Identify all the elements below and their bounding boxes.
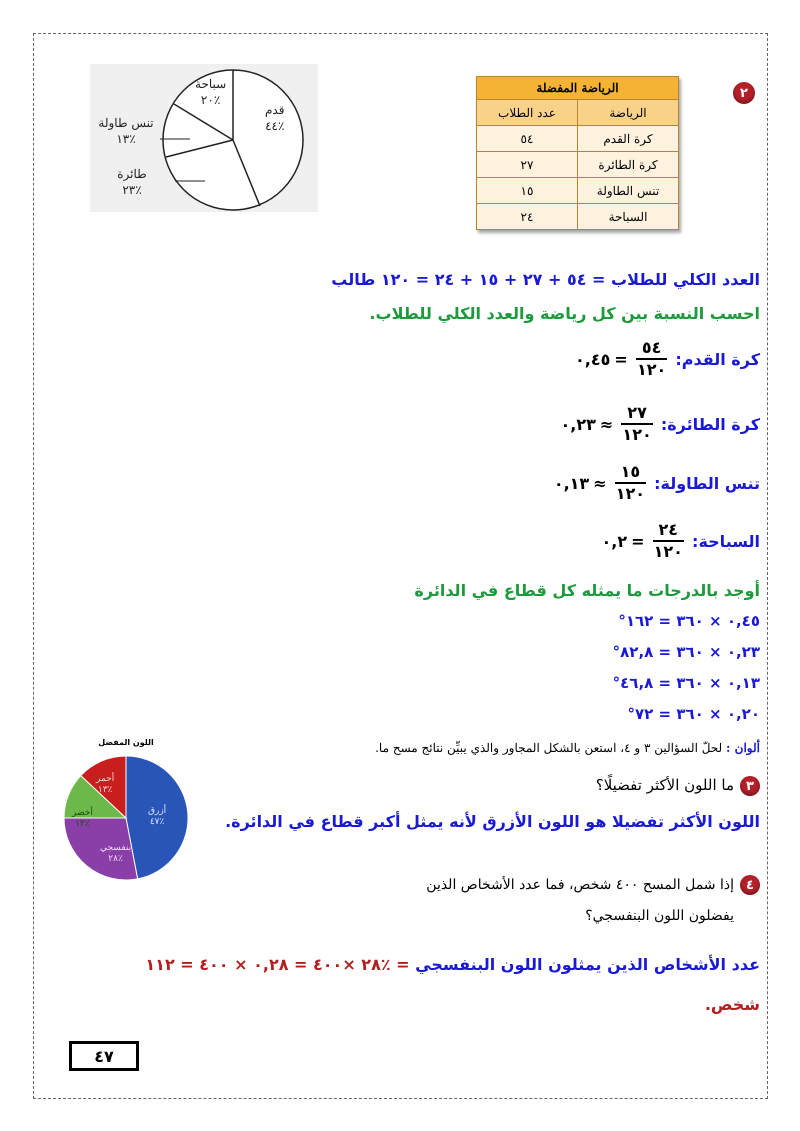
denominator: ١٢٠: [615, 484, 646, 503]
degree-instruction: أوجد بالدرجات ما يمثله كل قطاع في الدائرة: [414, 581, 760, 600]
colors-intro: [375, 741, 760, 755]
slice-pct: ٪٢٠: [200, 93, 221, 107]
fraction: [615, 462, 647, 504]
slice-name: سباحة: [195, 77, 227, 91]
cell-sport: كرة الطائرة: [578, 152, 679, 178]
ratio-row: [561, 403, 760, 445]
q4-text-line2: يفضلون اللون البنفسجي؟: [585, 908, 734, 924]
question-3-badge: ٣: [740, 776, 760, 796]
q4-answer-part2: = ٪٢٨ ×٤٠٠ = ٠,٢٨ × ٤٠٠ = ١١٢: [145, 955, 410, 974]
table-row: [477, 178, 679, 204]
slice-pct: ٪٢٣: [122, 183, 142, 197]
slice-name: بنفسجي: [100, 843, 132, 853]
ratio-label: كرة الطائرة:: [660, 414, 760, 434]
col-header-sport: الرياضة: [578, 100, 679, 126]
table-caption: الرياضة المفضلة: [477, 77, 679, 100]
color-pie-title: اللون المفضل: [98, 738, 154, 747]
favorite-sport-table: [476, 76, 679, 230]
q4-text-line1: إذا شمل المسح ٤٠٠ شخص، فما عدد الأشخاص الذين: [426, 877, 734, 893]
sports-pie-chart: [90, 64, 318, 212]
table-row: [477, 126, 679, 152]
color-pie-chart: [60, 738, 192, 888]
degree-line: ٠,٢٣ × ٣٦٠ = ٨٢,٨°: [612, 643, 760, 661]
slice-name: أزرق: [148, 806, 167, 816]
cell-count: ٥٤: [477, 126, 578, 152]
slice-name: طائرة: [117, 167, 147, 181]
ratio-result: ٠,٢: [601, 531, 628, 551]
denominator: ١٢٠: [653, 542, 683, 561]
cell-count: ٢٤: [477, 204, 578, 230]
slice-name: أخضر: [72, 808, 93, 818]
operator: ≈: [599, 414, 614, 434]
ratio-result: ٠,٤٥: [575, 349, 611, 369]
ratio-instruction: احسب النسبة بين كل رياضة والعدد الكلي للطلاب.: [369, 304, 760, 323]
q3-answer: اللون الأكثر تفضيلا هو اللون الأزرق لأنه يمثل أكبر قطاع في الدائرة.: [225, 812, 760, 831]
slice-label-football: [265, 102, 284, 134]
total-students-line: العدد الكلي للطلاب = ٥٤ + ٢٧ + ١٥ + ٢٤ = ١٢٠ طالب: [331, 270, 760, 289]
slice-pct: ٪١٢: [75, 819, 90, 829]
q4-answer-line2: شخص.: [704, 995, 760, 1014]
ratio-label: كرة القدم:: [675, 349, 760, 369]
cell-sport: تنس الطاولة: [578, 178, 679, 204]
degree-line: ٠,٢٠ × ٣٦٠ = ٧٢°: [627, 705, 760, 723]
slice-label-volleyball: [102, 166, 162, 198]
ratio-row: [575, 338, 760, 380]
ratio-label: تنس الطاولة:: [654, 473, 760, 493]
slice-pct: ٪١٣: [97, 785, 113, 795]
slice-pct: ٪١٣: [116, 132, 136, 146]
question-4-badge: ٤: [740, 875, 760, 895]
slice-label-purple: [100, 843, 131, 865]
question-2-badge: ٢: [733, 82, 755, 104]
numerator: ٥٤: [636, 338, 668, 360]
degree-line: ٠,١٣ × ٣٦٠ = ٤٦,٨°: [612, 674, 760, 692]
numerator: ٢٧: [621, 403, 653, 425]
slice-name: تنس طاولة: [98, 116, 154, 130]
ratio-result: ٠,١٣: [553, 473, 590, 493]
slice-name: أحمر: [96, 774, 115, 784]
table-row: [477, 204, 679, 230]
slice-name: قدم: [265, 103, 285, 117]
operator: =: [631, 531, 645, 551]
cell-count: ٢٧: [477, 152, 578, 178]
ratio-row: [554, 462, 760, 504]
numerator: ١٥: [615, 462, 647, 484]
ratio-result: ٠,٢٣: [560, 414, 596, 434]
col-header-count: عدد الطلاب: [477, 100, 578, 126]
slice-label-green: [72, 808, 93, 830]
ratio-row: [602, 520, 761, 562]
fraction: [653, 520, 685, 562]
fraction: [621, 403, 653, 445]
slice-label-table-tennis: [90, 115, 162, 147]
denominator: ١٢٠: [622, 425, 652, 444]
colors-intro-text: لحلّ السؤالين ٣ و ٤، استعن بالشكل المجاور والذي يبيِّن نتائج مسح ما.: [375, 741, 723, 755]
denominator: ١٢٠: [636, 360, 667, 379]
q4-answer-part1: عدد الأشخاص الذين يمثلون اللون البنفسجي: [415, 955, 760, 974]
colors-intro-label: ألوان :: [726, 741, 760, 755]
page-number: ٤٧: [69, 1041, 139, 1071]
ratio-label: السباحة:: [692, 531, 760, 551]
q3-text: ما اللون الأكثر تفضيلًا؟: [595, 776, 734, 794]
slice-label-red: [96, 774, 114, 796]
slice-pct: ٪٤٧: [149, 817, 165, 827]
cell-count: ١٥: [477, 178, 578, 204]
table-row: [477, 152, 679, 178]
slice-label-blue: [148, 806, 166, 828]
cell-sport: كرة القدم: [578, 126, 679, 152]
degree-line: ٠,٤٥ × ٣٦٠ = ١٦٢°: [618, 612, 760, 630]
slice-pct: ٪٢٨: [108, 854, 123, 864]
fraction: [636, 338, 668, 380]
operator: =: [614, 349, 628, 369]
q4-answer: [145, 955, 760, 974]
operator: ≈: [593, 473, 607, 493]
numerator: ٢٤: [653, 520, 685, 542]
cell-sport: السباحة: [578, 204, 679, 230]
slice-pct: ٪٤٤: [265, 119, 285, 133]
slice-label-swimming: [195, 76, 226, 108]
